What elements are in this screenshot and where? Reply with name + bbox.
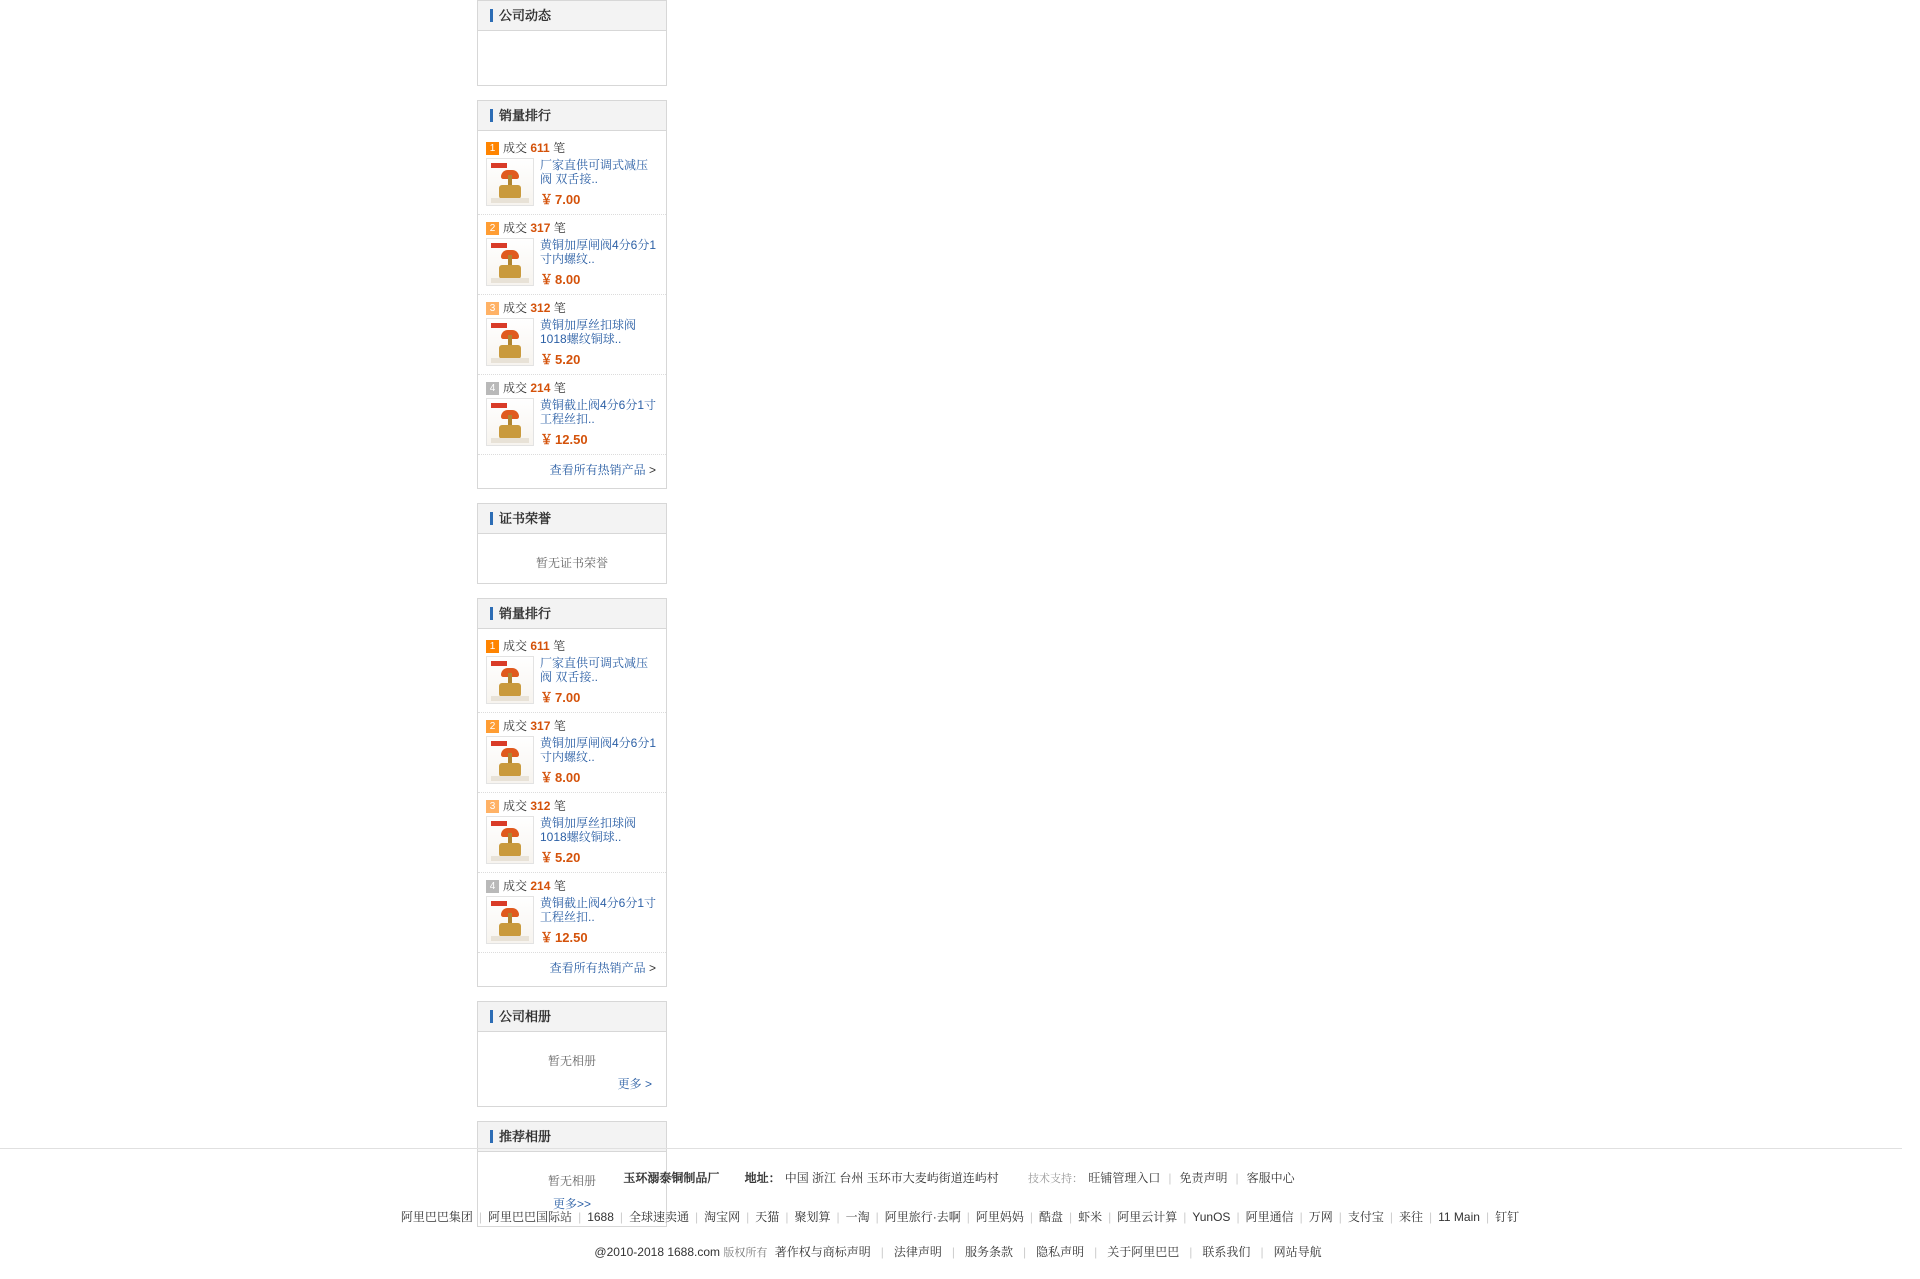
rank-info [540, 736, 658, 786]
panel-sales-rank-2-header [478, 599, 666, 629]
company-album-more-link[interactable]: 更多 > [617, 1077, 652, 1091]
thumb-tag [491, 821, 507, 826]
footer-link-terms[interactable]: 服务条款 [965, 1245, 1014, 1259]
thumb-tag [491, 163, 507, 168]
rank-deal-line [486, 798, 658, 814]
currency-symbol: ￥ [540, 930, 554, 945]
price-value: 7.00 [555, 192, 581, 207]
sidebar-column [477, 0, 669, 1241]
thumb-base [491, 198, 529, 203]
sales-rank-2-list [478, 629, 666, 986]
partner-link-yunos[interactable]: YunOS [1192, 1210, 1231, 1224]
sales-rank-2-more [478, 953, 666, 980]
certificates-empty-text: 暂无证书荣誉 [535, 556, 608, 570]
price-value: 8.00 [555, 770, 581, 785]
partner-link-dingtalk[interactable]: 钉钉 [1495, 1210, 1520, 1224]
list-item[interactable] [478, 873, 666, 953]
deal-count: 611 [530, 141, 550, 155]
separator: | [1168, 1171, 1172, 1185]
footer-partner-links [0, 1186, 1920, 1225]
rank-info [540, 318, 658, 368]
panel-company-news-body [478, 31, 666, 85]
header-accent-bar [490, 607, 493, 620]
copyright-suffix: 版权所有 [723, 1247, 768, 1259]
separator: | [1094, 1245, 1098, 1259]
list-item[interactable] [478, 215, 666, 295]
product-price [540, 269, 658, 288]
deal-unit: 笔 [553, 381, 566, 395]
product-price [540, 847, 658, 866]
separator: | [785, 1210, 789, 1224]
footer-link-legal[interactable]: 法律声明 [893, 1245, 942, 1259]
rank-number: 1 [486, 640, 499, 653]
sales-rank-1-list [478, 131, 666, 488]
product-price [540, 429, 658, 448]
rank-info [540, 896, 658, 946]
deal-label: 成交 [503, 141, 528, 155]
more-arrow: > [648, 961, 656, 975]
list-item[interactable] [478, 633, 666, 713]
page-footer [0, 1149, 1920, 1260]
deal-count: 214 [530, 381, 551, 395]
valve-body-shape [499, 265, 521, 279]
deal-label: 成交 [503, 879, 528, 893]
product-title-link[interactable]: 厂家直供可调式减压阀 双舌接.. [540, 656, 649, 684]
valve-body-shape [499, 425, 521, 439]
header-accent-bar [490, 512, 493, 525]
deal-unit: 笔 [553, 879, 566, 893]
rank-deal-line [486, 220, 658, 236]
product-thumbnail[interactable] [486, 318, 534, 366]
rank-info [540, 158, 658, 208]
rank-number: 4 [486, 382, 499, 395]
product-title-link[interactable]: 黄铜加厚闸阀4分6分1寸内螺纹.. [540, 238, 657, 266]
rank-info [540, 656, 658, 706]
separator: | [966, 1210, 970, 1224]
panel-sales-rank-1 [477, 100, 667, 489]
thumb-tag [491, 243, 507, 248]
separator: | [1299, 1210, 1303, 1224]
deal-label: 成交 [503, 799, 528, 813]
valve-body-shape [499, 185, 521, 199]
separator: | [1183, 1210, 1187, 1224]
product-thumbnail[interactable] [486, 398, 534, 446]
panel-sales-rank-2-title: 销量排行 [499, 606, 552, 621]
rank-number: 2 [486, 720, 499, 733]
product-price [540, 767, 658, 786]
right-edge-spacer [1902, 0, 1920, 1279]
partner-link-tmall[interactable]: 天猫 [755, 1210, 780, 1224]
separator: | [1485, 1210, 1490, 1224]
rank-body [486, 656, 658, 706]
footer-copyright-row [0, 1225, 1920, 1260]
header-accent-bar [490, 1130, 493, 1143]
thumb-base [491, 438, 529, 443]
rank-deal-line [486, 878, 658, 894]
product-price [540, 189, 658, 208]
deal-label: 成交 [503, 381, 528, 395]
deal-unit: 笔 [553, 301, 566, 315]
footer-link-about[interactable]: 关于阿里巴巴 [1107, 1245, 1180, 1259]
deal-count: 317 [530, 221, 551, 235]
panel-sales-rank-1-header [478, 101, 666, 131]
footer-link-shop-admin[interactable]: 旺铺管理入口 [1088, 1171, 1161, 1185]
panel-company-album-body [478, 1032, 666, 1106]
company-album-empty-text: 暂无相册 [547, 1054, 596, 1068]
partner-link-aliexpress[interactable]: 全球速卖通 [629, 1210, 690, 1224]
deal-label: 成交 [503, 221, 528, 235]
footer-shop-info [0, 1149, 1920, 1186]
partner-link-laiwang[interactable]: 来往 [1398, 1210, 1423, 1224]
panel-company-news [477, 0, 667, 86]
deal-count: 317 [530, 719, 551, 733]
rank-info [540, 238, 658, 288]
panel-company-album-title: 公司相册 [499, 1009, 552, 1024]
product-price [540, 687, 658, 706]
product-thumbnail[interactable] [486, 896, 534, 944]
deal-count: 611 [530, 639, 550, 653]
recommend-album-empty-text: 暂无相册 [547, 1174, 596, 1188]
price-value: 5.20 [555, 352, 581, 367]
partner-link-xiami[interactable]: 虾米 [1078, 1210, 1103, 1224]
product-price [540, 927, 658, 946]
address-value: 中国 浙江 台州 玉环市大麦屿街道连屿村 [784, 1171, 999, 1185]
price-value: 12.50 [555, 930, 588, 945]
sales-rank-1-more [478, 455, 666, 482]
partner-link-juhuasuan[interactable]: 聚划算 [794, 1210, 831, 1224]
deal-unit: 笔 [553, 141, 566, 155]
thumb-base [491, 278, 529, 283]
rank-body [486, 896, 658, 946]
deal-count: 312 [530, 301, 551, 315]
currency-symbol: ￥ [540, 192, 554, 207]
view-all-hot-products-link[interactable]: 查看所有热销产品 [549, 463, 646, 477]
product-price [540, 349, 658, 368]
partner-link-alipay[interactable]: 支付宝 [1347, 1210, 1384, 1224]
list-item[interactable] [478, 793, 666, 873]
panel-company-album [477, 1001, 667, 1107]
valve-body-shape [499, 843, 521, 857]
price-value: 12.50 [555, 432, 588, 447]
panel-sales-rank-1-title: 销量排行 [499, 108, 552, 123]
valve-body-shape [499, 683, 521, 697]
panel-certificates [477, 503, 667, 584]
separator: | [1235, 1171, 1239, 1185]
thumb-tag [491, 323, 507, 328]
product-title-link[interactable]: 黄铜加厚丝扣球阀 1018螺纹铜球.. [540, 816, 637, 844]
copyright-text: @2010-2018 1688.com [594, 1245, 721, 1259]
valve-body-shape [499, 345, 521, 359]
currency-symbol: ￥ [540, 272, 554, 287]
currency-symbol: ￥ [540, 352, 554, 367]
separator: | [836, 1210, 840, 1224]
separator: | [578, 1210, 582, 1224]
tech-support-label: 技术支持： [1028, 1173, 1084, 1185]
company-news-empty [478, 35, 666, 79]
panel-certificates-body [478, 534, 666, 583]
panel-recommend-album-title: 推荐相册 [499, 1129, 552, 1144]
deal-unit: 笔 [553, 719, 566, 733]
header-accent-bar [490, 9, 493, 22]
rank-number: 3 [486, 302, 499, 315]
shop-name: 玉环溺泰铜制品厂 [623, 1171, 720, 1185]
product-title-link[interactable]: 厂家直供可调式减压阀 双舌接.. [540, 158, 649, 186]
separator: | [1429, 1210, 1433, 1224]
currency-symbol: ￥ [540, 770, 554, 785]
separator: | [1069, 1210, 1073, 1224]
thumb-tag [491, 741, 507, 746]
deal-count: 312 [530, 799, 551, 813]
deal-unit: 笔 [553, 799, 566, 813]
separator: | [1389, 1210, 1393, 1224]
product-title-link[interactable]: 黄铜加厚丝扣球阀 1018螺纹铜球.. [540, 318, 637, 346]
footer-link-disclaimer[interactable]: 免责声明 [1179, 1171, 1228, 1185]
price-value: 7.00 [555, 690, 581, 705]
company-album-more [478, 1075, 666, 1100]
thumb-base [491, 358, 529, 363]
thumb-base [491, 696, 529, 701]
product-thumbnail[interactable] [486, 238, 534, 286]
partner-link-aliyun[interactable]: 阿里云计算 [1117, 1210, 1178, 1224]
separator: | [746, 1210, 750, 1224]
panel-company-news-header [478, 1, 666, 31]
partner-link-alicom[interactable]: 阿里通信 [1245, 1210, 1294, 1224]
rank-deal-line [486, 718, 658, 734]
currency-symbol: ￥ [540, 432, 554, 447]
rank-number: 3 [486, 800, 499, 813]
price-value: 8.00 [555, 272, 581, 287]
rank-info [540, 816, 658, 866]
price-value: 5.20 [555, 850, 581, 865]
thumb-tag [491, 901, 507, 906]
rank-body [486, 158, 658, 208]
rank-deal-line [486, 380, 658, 396]
panel-sales-rank-2 [477, 598, 667, 987]
partner-link-kanbox[interactable]: 酷盘 [1038, 1210, 1063, 1224]
deal-unit: 笔 [553, 639, 566, 653]
separator: | [1236, 1210, 1240, 1224]
list-item[interactable] [478, 375, 666, 455]
valve-body-shape [499, 763, 521, 777]
rank-body [486, 816, 658, 866]
thumb-base [491, 936, 529, 941]
partner-link-alimama[interactable]: 阿里妈妈 [975, 1210, 1024, 1224]
separator: | [1029, 1210, 1033, 1224]
footer-link-ip-statement[interactable]: 著作权与商标声明 [774, 1245, 871, 1259]
footer-link-contact[interactable]: 联系我们 [1202, 1245, 1251, 1259]
rank-body [486, 318, 658, 368]
list-item[interactable] [478, 135, 666, 215]
view-all-hot-products-link[interactable]: 查看所有热销产品 [549, 961, 646, 975]
partner-link-alibaba-group[interactable]: 阿里巴巴集团 [400, 1210, 473, 1224]
thumb-tag [491, 403, 507, 408]
thumb-base [491, 776, 529, 781]
rank-body [486, 736, 658, 786]
rank-number: 1 [486, 142, 499, 155]
separator: | [880, 1245, 884, 1259]
product-title-link[interactable]: 黄铜截止阀4分6分1寸 工程丝扣.. [540, 896, 657, 924]
footer-link-privacy[interactable]: 隐私声明 [1036, 1245, 1085, 1259]
separator: | [478, 1210, 483, 1224]
partner-link-11main[interactable]: 11 Main [1438, 1210, 1480, 1224]
currency-symbol: ￥ [540, 690, 554, 705]
more-arrow: > [648, 463, 656, 477]
product-thumbnail[interactable] [486, 816, 534, 864]
panel-certificates-title: 证书荣誉 [499, 511, 552, 526]
deal-unit: 笔 [553, 221, 566, 235]
partner-link-taobao[interactable]: 淘宝网 [704, 1210, 741, 1224]
separator: | [619, 1210, 624, 1224]
separator: | [875, 1210, 879, 1224]
product-thumbnail[interactable] [486, 736, 534, 784]
rank-deal-line [486, 638, 658, 654]
deal-label: 成交 [503, 719, 528, 733]
rank-deal-line [486, 300, 658, 316]
rank-number: 2 [486, 222, 499, 235]
separator: | [1023, 1245, 1027, 1259]
rank-body [486, 398, 658, 448]
thumb-tag [491, 661, 507, 666]
partner-link-alibaba-intl[interactable]: 阿里巴巴国际站 [488, 1210, 573, 1224]
panel-company-news-title: 公司动态 [499, 8, 552, 23]
thumb-base [491, 856, 529, 861]
deal-count: 214 [530, 879, 551, 893]
rank-info [540, 398, 658, 448]
deal-label: 成交 [503, 301, 528, 315]
header-accent-bar [490, 109, 493, 122]
rank-deal-line [486, 140, 658, 156]
list-item[interactable] [478, 295, 666, 375]
list-item[interactable] [478, 713, 666, 793]
partner-link-alitrip[interactable]: 阿里旅行·去啊 [884, 1210, 961, 1224]
separator: | [695, 1210, 699, 1224]
rank-body [486, 238, 658, 288]
partner-link-1688[interactable]: 1688 [587, 1210, 614, 1224]
separator: | [1260, 1245, 1264, 1259]
panel-company-album-header [478, 1002, 666, 1032]
product-title-link[interactable]: 黄铜加厚闸阀4分6分1寸内螺纹.. [540, 736, 657, 764]
deal-label: 成交 [503, 639, 528, 653]
product-title-link[interactable]: 黄铜截止阀4分6分1寸 工程丝扣.. [540, 398, 657, 426]
partner-link-etao[interactable]: 一淘 [845, 1210, 870, 1224]
rank-number: 4 [486, 880, 499, 893]
recommend-album-more-link[interactable]: 更多>> [552, 1197, 592, 1211]
address-label: 地址： [744, 1171, 781, 1185]
separator: | [951, 1245, 955, 1259]
product-thumbnail[interactable] [486, 158, 534, 206]
header-accent-bar [490, 1010, 493, 1023]
separator: | [1338, 1210, 1342, 1224]
footer-link-sitemap[interactable]: 网站导航 [1273, 1245, 1322, 1259]
footer-link-service-center[interactable]: 客服中心 [1246, 1171, 1295, 1185]
separator: | [1189, 1245, 1193, 1259]
partner-link-net[interactable]: 万网 [1308, 1210, 1333, 1224]
separator: | [1108, 1210, 1112, 1224]
currency-symbol: ￥ [540, 850, 554, 865]
valve-body-shape [499, 923, 521, 937]
panel-certificates-header [478, 504, 666, 534]
product-thumbnail[interactable] [486, 656, 534, 704]
